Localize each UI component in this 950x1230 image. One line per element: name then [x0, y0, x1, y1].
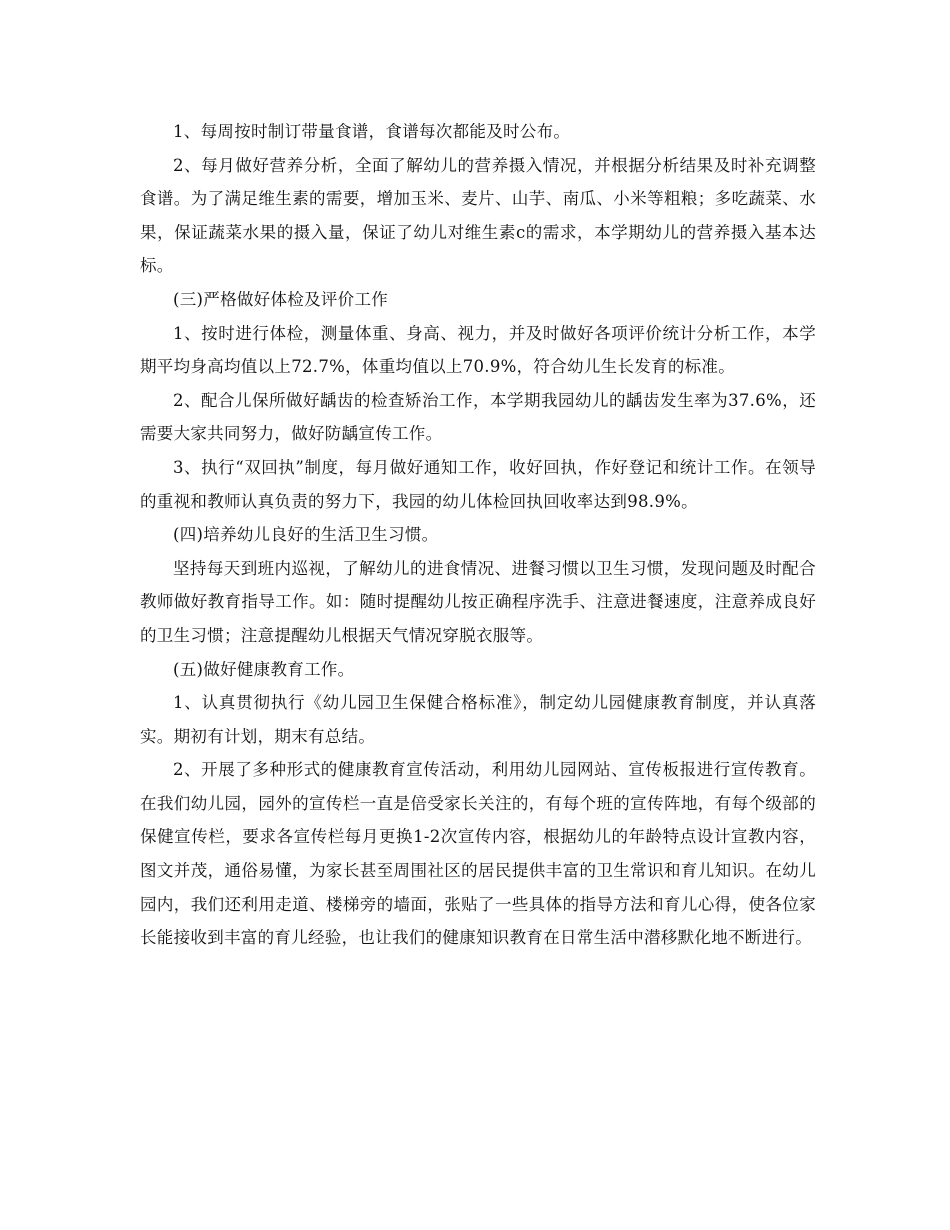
- paragraph-education-activities: 2、开展了多种形式的健康教育宣传活动，利用幼儿园网站、宣传板报进行宣传教育。在我们幼儿园，园外的宣传栏一直是倍受家长关注的，有每个班的宣传阵地，有每个级部的保健宣传栏，要求各宣传栏每月更换1-2次宣传内容，根据幼儿的年龄特点设计宣教内容，图文并茂，通俗易懂，为家长甚至周围社区的居民提供丰富的卫生常识和育儿知识。在幼儿园内，我们还利用走道、楼梯旁的墙面，张贴了一些具体的指导方法和育儿心得，使各位家长能接收到丰富的育儿经验，也让我们的健康知识教育在日常生活中潜移默化地不断进行。: [140, 760, 816, 948]
- section-heading-health-education: (五)做好健康教育工作。: [173, 659, 355, 679]
- paragraph-weekly-menu: 1、每周按时制订带量食谱，食谱每次都能及时公布。: [173, 122, 571, 141]
- section-heading-health-check: (三)严格做好体检及评价工作: [173, 289, 389, 309]
- paragraph-health-standards: 1、认真贯彻执行《幼儿园卫生保健合格标准》，制定幼儿园健康教育制度，并认真落实。期初有计划，期末有总结。: [140, 693, 816, 746]
- paragraph-physical-exam: 1、按时进行体检，测量体重、身高、视力，并及时做好各项评价统计分析工作，本学期平均身高均值以上72.7%，体重均值以上70.9%，符合幼儿生长发育的标准。: [140, 323, 816, 377]
- paragraph-nutrition-analysis: 2、每月做好营养分析，全面了解幼儿的营养摄入情况，并根据分析结果及时补充调整食谱。为了满足维生素的需要，增加玉米、麦片、山芋、南瓜、小米等粗粮；多吃蔬菜、水果，保证蔬菜水果的摄入量，保证了幼儿对维生素c的需求，本学期幼儿的营养摄入基本达标。: [140, 155, 816, 276]
- paragraph-dental-care: 2、配合儿保所做好龋齿的检查矫治工作，本学期我园幼儿的龋齿发生率为37.6%，还需要大家共同努力，做好防龋宣传工作。: [140, 390, 816, 444]
- section-heading-hygiene-habits: (四)培养幼儿良好的生活卫生习惯。: [173, 525, 439, 545]
- document-body: [140, 115, 816, 955]
- paragraph-double-receipt: 3、执行“双回执”制度，每月做好通知工作，收好回执，作好登记和统计工作。在领导的重视和教师认真负责的努力下，我园的幼儿体检回执回收率达到98.9%。: [140, 457, 816, 511]
- paragraph-daily-inspection: 坚持每天到班内巡视，了解幼儿的进食情况、进餐习惯以卫生习惯，发现问题及时配合教师做好教育指导工作。如：随时提醒幼儿按正确程序洗手、注意进餐速度，注意养成良好的卫生习惯；注意提醒幼儿根据天气情况穿脱衣服等。: [140, 558, 816, 645]
